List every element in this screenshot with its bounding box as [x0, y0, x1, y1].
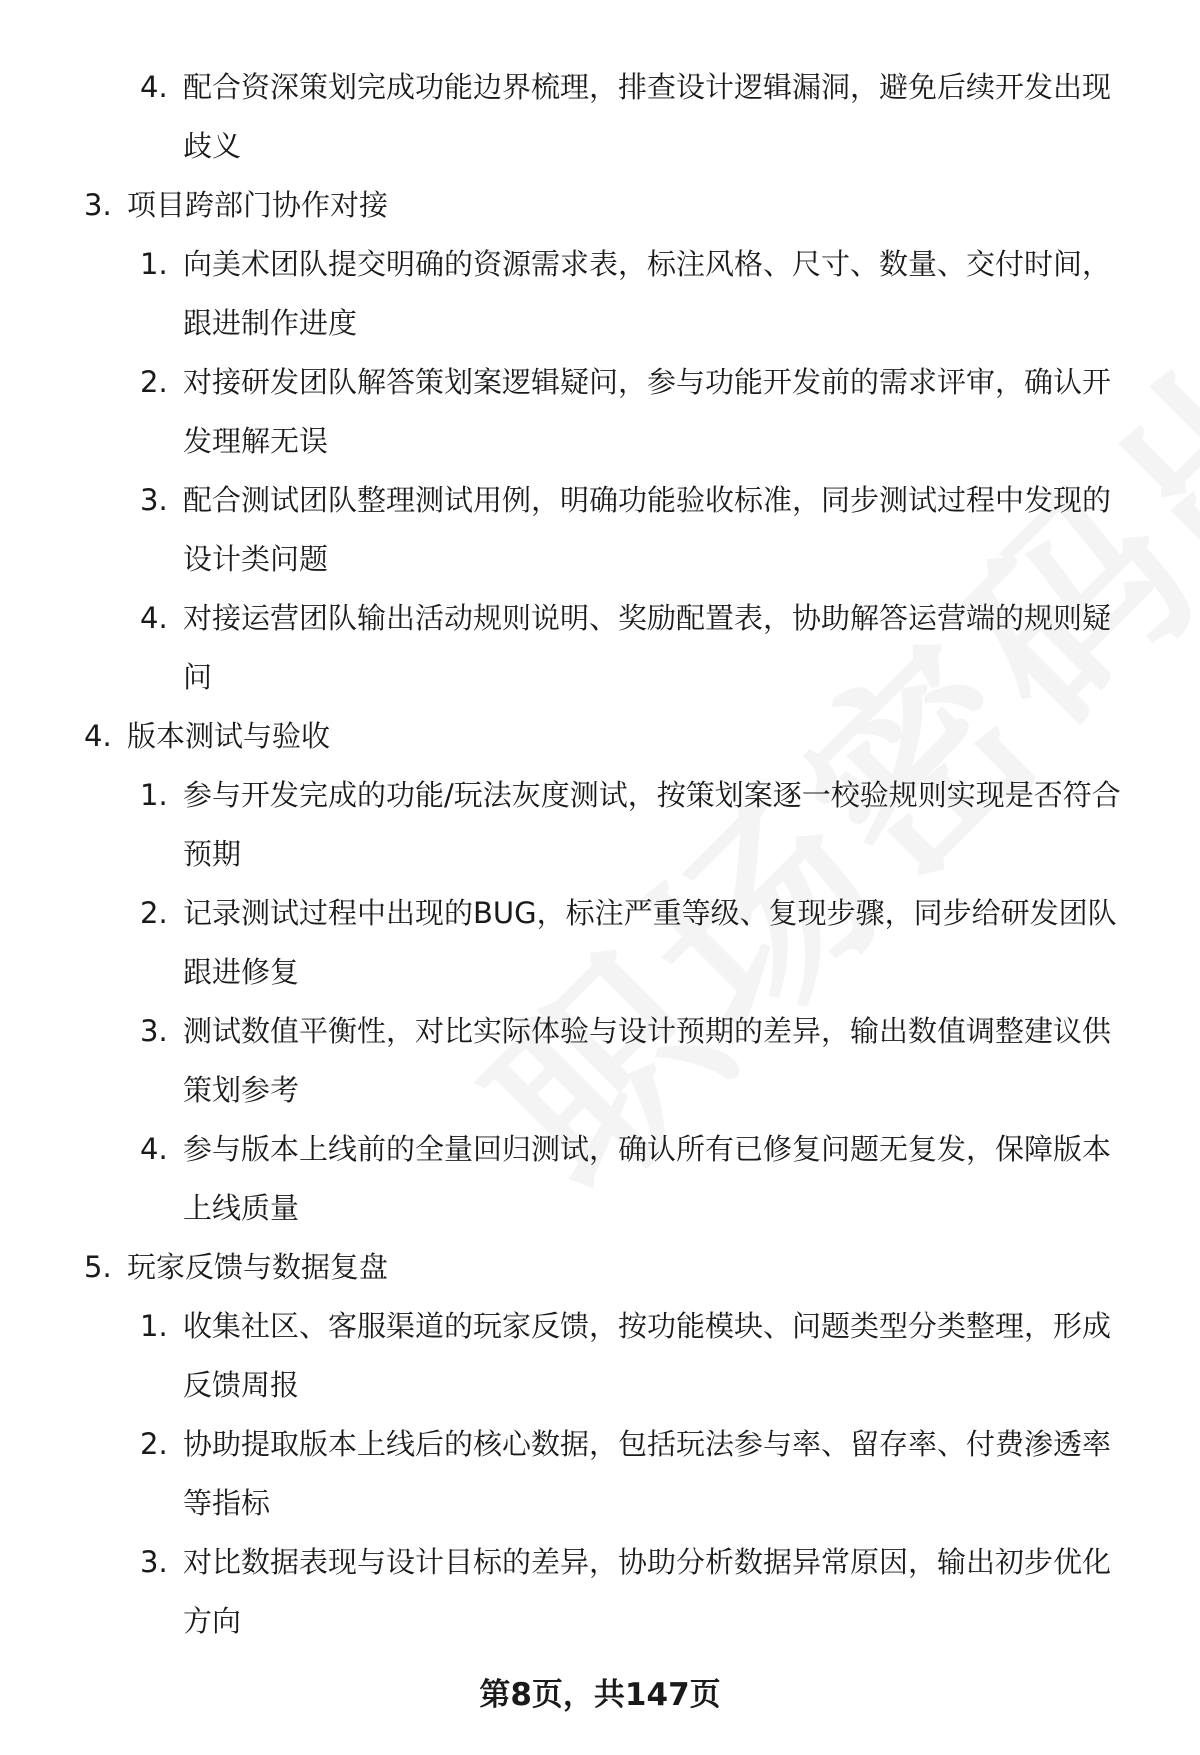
- item-text-line: 向美术团队提交明确的资源需求表，标注风格、尺寸、数量、交付时间，: [183, 247, 1112, 281]
- item-text-line: 发理解无误: [183, 424, 329, 458]
- item-text-line: 歧义: [183, 129, 242, 163]
- item-text-line: 反馈周报: [183, 1368, 300, 1402]
- section-item: [0, 707, 1200, 766]
- item-text: [183, 589, 1148, 707]
- sub-item: [0, 766, 1200, 884]
- item-text-line: 项目跨部门协作对接: [127, 188, 389, 222]
- section-item: [0, 1238, 1200, 1297]
- document-content: [0, 58, 1200, 1651]
- item-text-line: 参与版本上线前的全量回归测试，确认所有已修复问题无复发，保障版本: [183, 1132, 1112, 1166]
- item-text-line: 对接研发团队解答策划案逻辑疑问，参与功能开发前的需求评审，确认开: [183, 365, 1112, 399]
- item-number: 2.: [140, 896, 168, 930]
- item-number: 2.: [140, 1427, 168, 1461]
- item-text-line: 对比数据表现与设计目标的差异，协助分析数据异常原因，输出初步优化: [183, 1545, 1112, 1579]
- item-text-line: 测试数值平衡性，对比实际体验与设计预期的差异，输出数值调整建议供: [183, 1014, 1112, 1048]
- item-text: [183, 58, 1148, 176]
- item-text: [127, 176, 1137, 235]
- sub-item: [0, 1415, 1200, 1533]
- sub-item: [0, 235, 1200, 353]
- item-number: 3.: [140, 483, 168, 517]
- item-text-line: 记录测试过程中出现的BUG，标注严重等级、复现步骤，同步给研发团队: [183, 896, 1117, 930]
- item-number: 5.: [84, 1250, 112, 1284]
- sub-item: [0, 589, 1200, 707]
- item-number: 4.: [140, 601, 168, 635]
- item-text: [183, 235, 1148, 353]
- item-text: [183, 1297, 1148, 1415]
- sub-item: [0, 1120, 1200, 1238]
- sub-item: [0, 1297, 1200, 1415]
- item-text-line: 跟进制作进度: [183, 306, 358, 340]
- item-text-line: 玩家反馈与数据复盘: [127, 1250, 389, 1284]
- sub-item: [0, 884, 1200, 1002]
- sub-item: [0, 1533, 1200, 1651]
- sub-item: [0, 471, 1200, 589]
- item-text: [183, 1415, 1148, 1533]
- item-number: 3.: [84, 188, 112, 222]
- item-number: 4.: [84, 719, 112, 753]
- item-number: 1.: [140, 778, 168, 812]
- item-text: [183, 1002, 1148, 1120]
- item-text-line: 协助提取版本上线后的核心数据，包括玩法参与率、留存率、付费渗透率: [183, 1427, 1112, 1461]
- item-text: [183, 1533, 1148, 1651]
- section-item: [0, 176, 1200, 235]
- item-number: 3.: [140, 1014, 168, 1048]
- item-text: [183, 471, 1148, 589]
- sub-item: [0, 1002, 1200, 1120]
- item-text-line: 收集社区、客服渠道的玩家反馈，按功能模块、问题类型分类整理，形成: [183, 1309, 1112, 1343]
- item-text-line: 配合资深策划完成功能边界梳理，排查设计逻辑漏洞，避免后续开发出现: [183, 70, 1112, 104]
- item-text: [183, 353, 1148, 471]
- item-text-line: 版本测试与验收: [127, 719, 331, 753]
- item-text-line: 跟进修复: [183, 955, 300, 989]
- item-number: 1.: [140, 1309, 168, 1343]
- page-footer: 第8页，共147页: [479, 1677, 721, 1713]
- item-text-line: 参与开发完成的功能/玩法灰度测试，按策划案逐一校验规则实现是否符合: [183, 778, 1121, 812]
- item-text-line: 上线质量: [183, 1191, 300, 1225]
- sub-item: [0, 58, 1200, 176]
- item-text: [183, 1120, 1148, 1238]
- item-text-line: 预期: [183, 837, 242, 871]
- item-text-line: 对接运营团队输出活动规则说明、奖励配置表，协助解答运营端的规则疑: [183, 601, 1112, 635]
- item-text: [183, 884, 1148, 1002]
- item-text: [127, 707, 1137, 766]
- item-text-line: 问: [183, 660, 213, 694]
- item-number: 4.: [140, 70, 168, 104]
- sub-item: [0, 353, 1200, 471]
- item-number: 4.: [140, 1132, 168, 1166]
- item-number: 2.: [140, 365, 168, 399]
- item-text-line: 策划参考: [183, 1073, 300, 1107]
- item-text-line: 等指标: [183, 1486, 271, 1520]
- item-number: 1.: [140, 247, 168, 281]
- item-number: 3.: [140, 1545, 168, 1579]
- item-text: [183, 766, 1148, 884]
- item-text-line: 配合测试团队整理测试用例，明确功能验收标准，同步测试过程中发现的: [183, 483, 1112, 517]
- item-text-line: 方向: [183, 1604, 242, 1638]
- item-text-line: 设计类问题: [183, 542, 329, 576]
- item-text: [127, 1238, 1137, 1297]
